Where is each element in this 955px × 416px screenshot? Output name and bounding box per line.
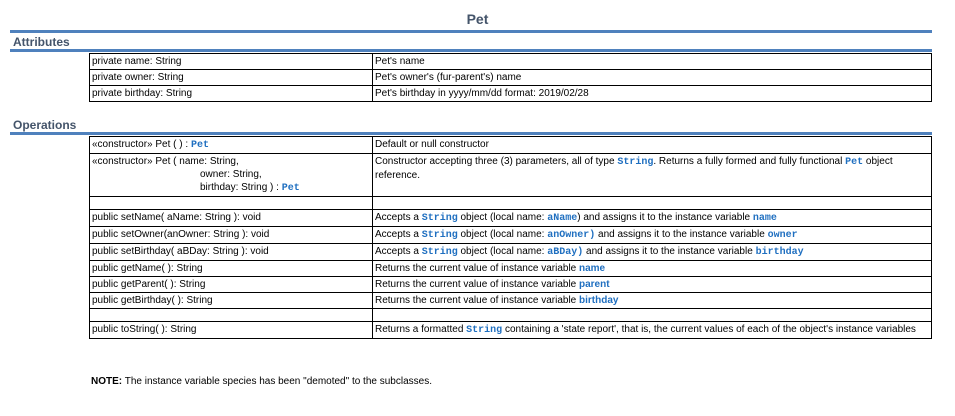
footnote — [91, 376, 432, 387]
page-title: Pet — [466, 11, 489, 27]
operations-divider — [10, 132, 932, 135]
instance-variable: parent — [579, 279, 610, 290]
type-name: String — [421, 213, 458, 224]
attribute-description: Pet's owner's (fur-parent's) name — [373, 70, 932, 86]
description-text: object (local name: — [457, 246, 548, 257]
operation-description — [373, 293, 932, 309]
type-name: String — [421, 247, 458, 258]
operation-signature: public getBirthday( ): String — [90, 293, 373, 309]
signature-text: birthday: String ) : — [200, 182, 282, 193]
spacer-row — [90, 197, 932, 210]
operation-signature: public setBirthday( aBDay: String ): void — [90, 244, 373, 261]
instance-variable: birthday — [755, 247, 804, 258]
attribute-signature: private owner: String — [90, 70, 373, 86]
description-text: . Returns a fully formed and fully functional — [653, 156, 846, 167]
spacer-row — [90, 309, 932, 322]
type-name: String — [617, 157, 654, 168]
attribute-signature: private birthday: String — [90, 86, 373, 102]
attribute-description: Pet's name — [373, 54, 932, 70]
type-name: String — [466, 325, 503, 336]
table-row — [90, 293, 932, 309]
table-row — [90, 322, 932, 339]
attributes-heading: Attributes — [13, 35, 70, 49]
table-row — [90, 227, 932, 244]
table-row — [90, 277, 932, 293]
return-type: Pet — [190, 140, 209, 151]
local-name: aBDay) — [547, 247, 584, 258]
table-row — [90, 137, 932, 154]
note-text: The instance variable species has been "demoted" to the subclasses. — [122, 376, 432, 387]
operation-description — [373, 277, 932, 293]
description-text: object (local name: — [457, 212, 548, 223]
description-text: containing a 'state report', that is, the current values of each of the object's instance variables — [502, 324, 916, 335]
description-text: Returns the current value of instance variable — [375, 279, 579, 290]
description-text: Accepts a — [375, 212, 422, 223]
description-text: object (local name: — [457, 229, 548, 240]
table-row — [90, 261, 932, 277]
operations-heading: Operations — [13, 118, 77, 132]
note-label: NOTE: — [91, 376, 123, 387]
operation-signature: public toString( ): String — [90, 322, 373, 339]
operation-signature — [90, 154, 373, 197]
attribute-description: Pet's birthday in yyyy/mm/dd format: 2019/02/28 — [373, 86, 932, 102]
description-text: Returns the current value of instance variable — [375, 263, 579, 274]
operation-description — [373, 322, 932, 339]
description-text: Returns the current value of instance variable — [375, 295, 579, 306]
signature-text: owner: String, — [200, 169, 262, 180]
table-row — [90, 244, 932, 261]
attributes-table — [89, 53, 932, 102]
operation-signature: public getParent( ): String — [90, 277, 373, 293]
instance-variable: name — [579, 263, 606, 274]
table-row — [90, 70, 932, 86]
description-text: object reference. — [375, 156, 893, 181]
local-name: aName — [547, 213, 578, 224]
operation-signature: public setName( aName: String ): void — [90, 210, 373, 227]
operation-description — [373, 227, 932, 244]
table-row — [90, 210, 932, 227]
type-name: Pet — [845, 157, 864, 168]
attributes-divider — [10, 49, 932, 52]
instance-variable: birthday — [579, 295, 619, 306]
operation-description — [373, 210, 932, 227]
operation-signature: public getName( ): String — [90, 261, 373, 277]
instance-variable: name — [752, 213, 777, 224]
operation-signature: public setOwner(anOwner: String ): void — [90, 227, 373, 244]
description-text: and assigns it to the instance variable — [583, 246, 756, 257]
operation-description — [373, 261, 932, 277]
return-type: Pet — [281, 183, 300, 194]
table-row — [90, 154, 932, 197]
description-text: Returns a formatted — [375, 324, 467, 335]
operation-description — [373, 244, 932, 261]
description-text: Accepts a — [375, 246, 422, 257]
operation-description — [373, 154, 932, 197]
description-text: and assigns it to the instance variable — [595, 229, 768, 240]
attribute-signature: private name: String — [90, 54, 373, 70]
operation-signature — [90, 137, 373, 154]
description-text: Accepts a — [375, 229, 422, 240]
table-row — [90, 86, 932, 102]
type-name: String — [421, 230, 458, 241]
signature-text: «constructor» Pet ( ) : — [92, 139, 191, 150]
operations-table — [89, 136, 932, 339]
title-divider — [10, 30, 932, 33]
signature-text: «constructor» Pet ( name: String, — [92, 156, 239, 167]
local-name: anOwner) — [547, 230, 596, 241]
description-text: ) and assigns it to the instance variable — [577, 212, 753, 223]
signature-line — [92, 181, 370, 195]
table-row — [90, 54, 932, 70]
instance-variable: owner — [767, 230, 798, 241]
operation-description: Default or null constructor — [373, 137, 932, 154]
description-text: Constructor accepting three (3) parameters, all of type — [375, 156, 618, 167]
